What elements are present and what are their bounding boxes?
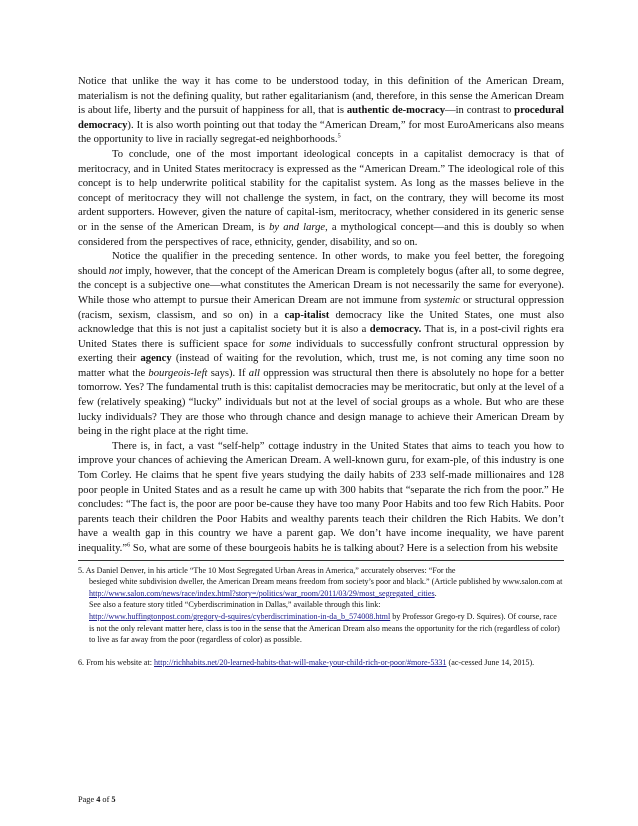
text-run: Notice that unlike the way it has come to be understood today, in this definition of the American Dream, materialism is not the defining quality, but rather egalitarianism (and, therefore, in this sense the American Dream is about life, liberty and the pursuit of happiness for all, that is xyxy=(78,76,564,117)
body-text xyxy=(78,75,564,557)
text-run: ). It is also worth pointing out that today the “American Dream,” for most EuroAmericans also means the opportunity to live in racially segregat-ed neighborhoods. xyxy=(78,119,564,146)
footnote-line xyxy=(78,565,564,577)
text-run: There is, in fact, a vast “self-help” cottage industry in the United States that aims to teach you how to improve your chances of achieving the American Dream. A well-known guru, for exam-ple, of this industry is one Tom Corley. He claims that he spent five years studying the daily habits of 233 self-made millionaires and 128 poor people in United States and as a result he came up with 300 habits that “separate the rich from the poor.” He concludes: “The fact is, the poor are poor be-cause they have too many Poor Habits and too few Rich Habits. Poor parents teach their children the Poor Habits and wealthy parents teach their children the Rich Habits. We don’t have a wealth gap in this country we have a parent gap. We don’t have income inequality, we have parent inequality.” xyxy=(78,440,564,554)
italic-text: bourgeois-left xyxy=(148,367,208,379)
footnote-6 xyxy=(78,657,564,669)
url-link[interactable]: http://www.huffingtonpost.com/gregory-d-squires/cyberdiscrimination-in-da_b_574008.html xyxy=(89,611,391,621)
bold-text: democracy. xyxy=(369,324,422,336)
text-run: That is, in a post-civil rights era United States there is sufficient space for xyxy=(78,324,564,350)
text-run: Notice the qualifier in the preceding sentence. In other words, to make you feel better, the foregoing should xyxy=(78,251,564,277)
bold-text: cap-italist xyxy=(284,309,330,321)
of-label: of xyxy=(100,795,112,804)
footnote-line xyxy=(78,588,564,600)
footnote-divider xyxy=(78,560,564,561)
italic-text: all xyxy=(248,367,260,379)
text-run: (instead of waiting for the revolution, which, trust me, is not coming any time soon no matter what the xyxy=(78,353,565,379)
footnote-ref[interactable]: 5 xyxy=(337,132,341,140)
paragraph xyxy=(78,440,564,557)
page-number: 4 xyxy=(96,795,101,804)
text-run: 6. From his website at: xyxy=(78,657,154,667)
bold-text: agency xyxy=(140,353,172,365)
text-run: , a mythological concept—and this is doubly so when considered from the perspectives of race, ethnicity, gender, disability, and so on. xyxy=(78,221,564,248)
text-run: individuals to successfully confront structural oppression by exerting their xyxy=(78,338,565,365)
italic-text: not xyxy=(108,265,123,277)
footnote-line xyxy=(78,576,564,588)
url-link[interactable]: http://www.salon.com/news/race/index.html?story=/politics/war_room/2011/03/29/most_segregated_cities xyxy=(89,588,435,598)
footnote-line xyxy=(78,611,564,646)
document-page xyxy=(78,75,564,668)
paragraph xyxy=(78,148,564,250)
text-run: To conclude, one of the most important ideological concepts in a capitalist democracy is that of meritocracy, and in United States meritocracy is expressed as the “American Dream.” The ideological role of this concept is to help underwrite political stability for the capitalist system. As long as the masses believe in the concept of meritocracy they will not challenge the system, in fact, on the contrary, they will become its most ardent supporters. However, given the nature of capital-ism, meritocracy, whether considered in its generic sense or in the sense of the American Dream, is xyxy=(78,148,564,233)
paragraph xyxy=(78,75,564,148)
text-run: oppression was structural then there is absolutely no hope for a better tomorrow. Yes? The fundamental truth is this: capitalist democracies may be meritocratic, but only at the level of a few (relatively speaking) “lucky” individuals but not at the level of social groups as a whole. But who are these lucky individuals? They are those who through chance and design manage to achieve their American Dream by being in the right place at the right time. xyxy=(78,367,564,438)
text-run: (ac-cessed June 14, 2015). xyxy=(446,657,535,667)
text-run: democracy like the United States, one must also acknowledge that this is not just a capitalist society but it is also a xyxy=(78,309,564,336)
text-run: . xyxy=(434,588,437,598)
text-run: —in contrast to xyxy=(445,105,515,117)
total-pages: 5 xyxy=(111,795,116,804)
text-run: says). If xyxy=(207,367,249,379)
paragraph xyxy=(78,250,564,440)
footnote-line xyxy=(78,599,564,611)
bold-text: procedural democracy xyxy=(78,105,565,131)
italic-text: by and large xyxy=(269,221,326,233)
text-run: besieged white subdivision dweller, the American Dream means freedom from society’s poor and black.” (Article published by www.salon.com at xyxy=(89,577,563,587)
footnotes xyxy=(78,565,564,669)
text-run: 5. As Daniel Denver, in his article “The 10 Most Segregated Urban Areas in America,” accurately observes: “For the xyxy=(78,565,456,575)
footnote-ref[interactable]: 6 xyxy=(127,541,131,549)
text-run: or structural oppression (racism, sexism, classism, and so on) in a xyxy=(78,294,564,321)
text-run: So, what are some of these bourgeois habits he is talking about? Here is a selection from his website xyxy=(130,543,558,554)
text-run: See also a feature story titled “Cyberdiscrimination in Dallas,” available through this link: xyxy=(89,600,381,610)
italic-text: systemic xyxy=(424,294,460,306)
footnote-line xyxy=(78,657,564,669)
page-label: Page xyxy=(78,795,97,804)
text-run: by Professor Grego-ry D. Squires). Of course, race is not the only relevant matter here, class is too in the sense that the American Dream also means the opportunity for the rich (regardless of color) to live as far away from the poor (regardless of color) as possible. xyxy=(89,611,560,645)
footnote-5 xyxy=(78,565,564,646)
url-link[interactable]: http://richhabits.net/20-learned-habits-that-will-make-your-child-rich-or-poor/#more-5331 xyxy=(154,657,447,667)
footnote-gap xyxy=(78,646,564,657)
bold-text: authentic de-mocracy xyxy=(346,105,446,117)
text-run: imply, however, that the concept of the American Dream is completely bogus (after all, to some degree, the concept is a subjective one—what constitutes the American Dream is not necessarily the same for everyone). While those who attempt to pursue their American Dream are not immune from xyxy=(78,265,564,306)
italic-text: some xyxy=(269,338,292,350)
page-footer xyxy=(78,794,116,805)
